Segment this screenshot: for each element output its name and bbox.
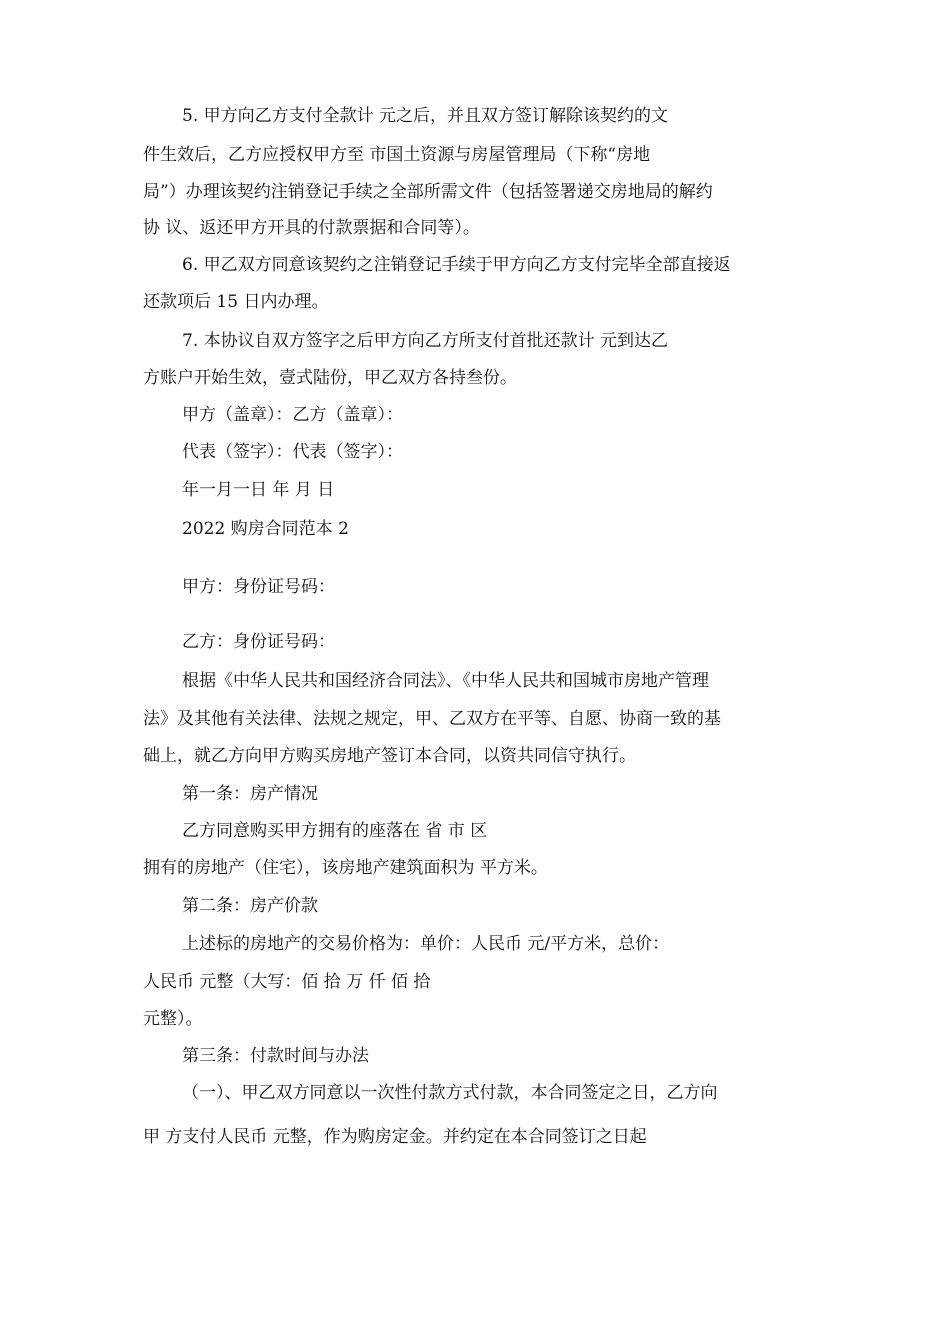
party-line: 甲方：身份证号码： [182, 577, 335, 597]
article-heading: 第二条：房产价款 [182, 896, 318, 916]
date-line: 年一月一日 年 月 日 [182, 480, 335, 500]
text-line: 方账户开始生效，壹式陆份，甲乙双方各持叁份。 [143, 368, 517, 388]
text-line: 法》及其他有关法律、法规之规定，甲、乙双方在平等、自愿、协商一致的基 [143, 709, 721, 729]
text-line: 乙方同意购买甲方拥有的座落在 省 市 区 [182, 821, 488, 841]
text-line: 人民币 元整（大写：佰 拾 万 仟 佰 拾 [143, 972, 431, 992]
text-line: 件生效后，乙方应授权甲方至 市国土资源与房屋管理局（下称“房地 [143, 145, 651, 165]
signature-line: 甲方（盖章）：乙方（盖章）： [182, 405, 403, 425]
text-line: 拥有的房地产（住宅），该房地产建筑面积为 平方米。 [143, 858, 548, 878]
section-title: 2022 购房合同范本 2 [182, 519, 349, 539]
article-heading: 第三条：付款时间与办法 [182, 1046, 369, 1066]
text-line: 根据《中华人民共和国经济合同法》、《中华人民共和国城市房地产管理 [182, 671, 709, 691]
text-line: 上述标的房地产的交易价格为：单价：人民币 元/平方米，总价： [182, 934, 670, 954]
signature-line: 代表（签字）：代表（签字）： [182, 442, 403, 462]
text-line: 5. 甲方向乙方支付全款计 元之后，并且双方签订解除该契约的文 [182, 106, 669, 126]
text-line: 甲 方支付人民币 元整，作为购房定金。并约定在本合同签订之日起 [143, 1127, 647, 1147]
text-line: 还款项后 15 日内办理。 [143, 292, 329, 312]
text-line: 元整）。 [143, 1009, 203, 1029]
text-line: （一）、甲乙双方同意以一次性付款方式付款，本合同签定之日，乙方向 [182, 1083, 718, 1103]
text-line: 7. 本协议自双方签字之后甲方向乙方所支付首批还款计 元到达乙 [182, 331, 669, 351]
text-line: 6. 甲乙双方同意该契约之注销登记手续于甲方向乙方支付完毕全部直接返 [182, 255, 731, 275]
text-line: 协 议、返还甲方开具的付款票据和合同等）。 [143, 218, 480, 238]
text-line: 局”）办理该契约注销登记手续之全部所需文件（包括签署递交房地局的解约 [143, 182, 713, 202]
article-heading: 第一条：房产情况 [182, 784, 318, 804]
text-line: 础上，就乙方向甲方购买房地产签订本合同，以资共同信守执行。 [143, 746, 636, 766]
party-line: 乙方：身份证号码： [182, 632, 335, 652]
